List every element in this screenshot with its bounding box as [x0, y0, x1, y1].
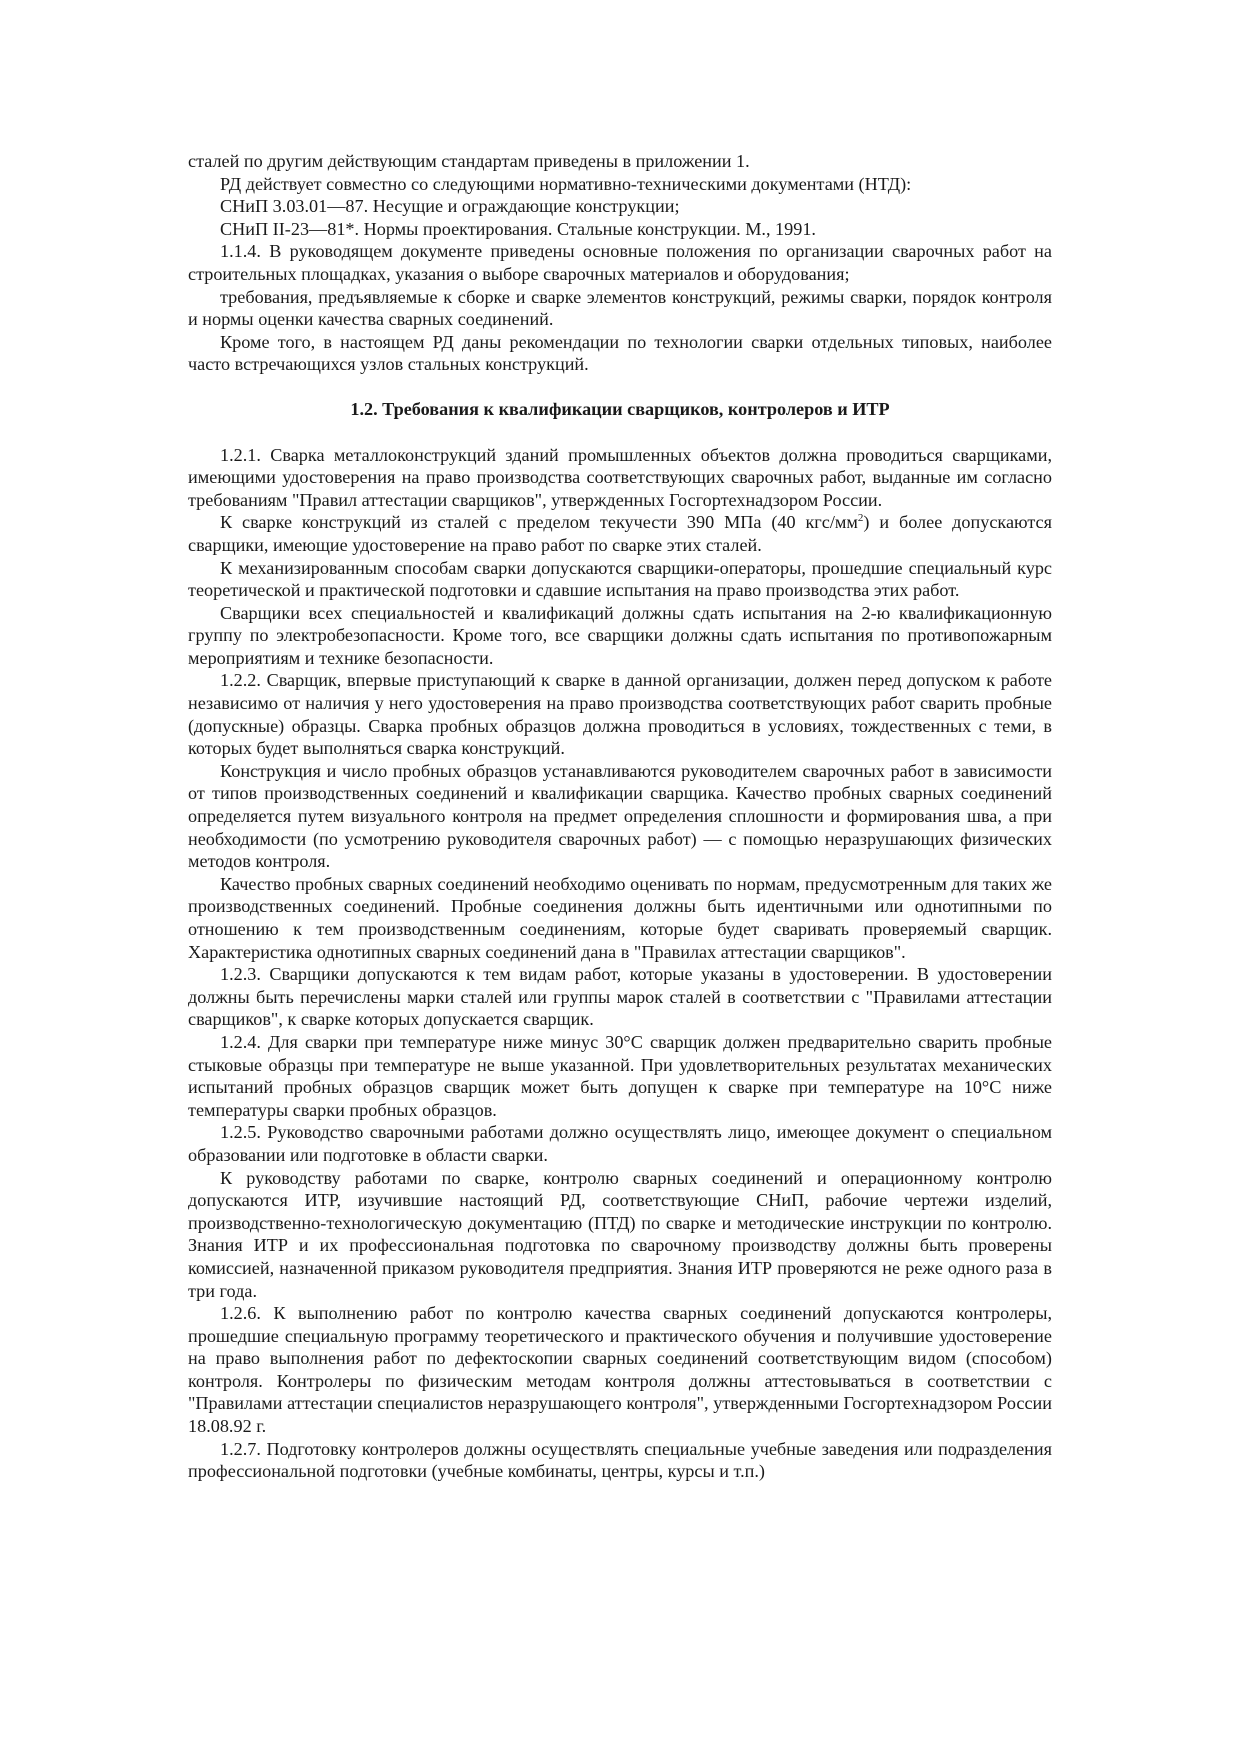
document-body [188, 150, 1052, 1483]
paragraph: Конструкция и число пробных образцов устанавливаются руководителем сварочных работ в зависимости от типов производственных соединений и квалификации сварщика. Качество пробных сварных соединений определяется путем визуального контроля на предмет определения сплошности и формирования шва, а при необходимости (по усмотрению руководителя сварочных работ) — с помощью неразрушающих физических методов контроля. [188, 760, 1052, 872]
paragraph: сталей по другим действующим стандартам приведены в приложении 1. [188, 151, 750, 171]
paragraph: 1.2.5. Руководство сварочными работами должно осуществлять лицо, имеющее документ о специальном образовании или подготовке в области сварки. [188, 1122, 1052, 1165]
paragraph: 1.2.2. Сварщик, впервые приступающий к сварке в данной организации, должен перед допуском к работе независимо от наличия у него удостоверения на право производства соответствующих работ сварить пробные (допускные) образцы. Сварка пробных образцов должна проводиться в условиях, тождественных с теми, в которых будет выполняться сварка конструкций. [188, 670, 1052, 759]
paragraph: Кроме того, в настоящем РД даны рекомендации по технологии сварки отдельных типовых, наиболее часто встречающихся узлов стальных конструкций. [188, 331, 1052, 375]
paragraph: 1.2.3. Сварщики допускаются к тем видам работ, которые указаны в удостоверении. В удостоверении должны быть перечислены марки сталей или группы марок сталей в соответствии с "Правилами аттестации сварщиков", к сварке которых допускается сварщик. [188, 964, 1052, 1030]
paragraph: РД действует совместно со следующими нормативно-техническими документами (НТД): [220, 173, 912, 194]
paragraph: СНиП II-23—81*. Нормы проектирования. Стальные конструкции. М., 1991. [220, 218, 816, 239]
paragraph: К руководству работами по сварке, контролю сварных соединений и операционному контролю допускаются ИТР, изучившие настоящий РД, соответствующие СНиП, рабочие чертежи изделий, производственно-технологическую документацию (ПТД) по сварке и методические инструкции по контролю. Знания ИТР и их профессиональная подготовка по сварочному производству должны быть проверены комиссией, назначенной приказом руководителя предприятия. Знания ИТР проверяются не реже одного раза в три года. [188, 1167, 1052, 1301]
paragraph-text: К сварке конструкций из сталей с пределом текучести 390 МПа (40 кгс/мм [220, 512, 858, 533]
paragraph-text: ) и более допускаются сварщики, имеющие удостоверение на право работ по сварке этих сталей. [188, 512, 1052, 555]
paragraph: 1.2.6. К выполнению работ по контролю качества сварных соединений допускаются контролеры, прошедшие специальную программу теоретического и практического обучения и получившие удостоверение на право выполнения работ по дефектоскопии сварных соединений соответствующим видом (способом) контроля. Контролеры по физическим методам контроля должны аттестовываться в соответствии с "Правилами аттестации специалистов неразрушающего контроля", утвержденными Госгортехнадзором России 18.08.92 г. [188, 1303, 1052, 1437]
paragraph: СНиП 3.03.01—87. Несущие и ограждающие конструкции; [220, 196, 680, 217]
paragraph: требования, предъявляемые к сборке и сварке элементов конструкций, режимы сварки, порядок контроля и нормы оценки качества сварных соединений. [188, 286, 1052, 330]
paragraph: Сварщики всех специальностей и квалификаций должны сдать испытания на 2-ю квалификационную группу по электробезопасности. Кроме того, все сварщики должны сдать испытания по противопожарным мероприятиям и технике безопасности. [188, 602, 1052, 668]
section-heading: 1.2. Требования к квалификации сварщиков, контролеров и ИТР [350, 398, 890, 419]
paragraph: 1.1.4. В руководящем документе приведены основные положения по организации сварочных работ на строительных площадках, указания о выборе сварочных материалов и оборудования; [188, 241, 1052, 284]
paragraph: 1.2.4. Для сварки при температуре ниже минус 30°С сварщик должен предварительно сварить пробные стыковые образцы при температуре не выше указанной. При удовлетворительных результатах механических испытаний пробных образцов сварщик может быть допущен к сварке при температуре на 10°С ниже температуры сварки пробных образцов. [188, 1031, 1052, 1120]
paragraph-yield-strength [188, 511, 1052, 556]
paragraph: 1.2.1. Сварка металлоконструкций зданий промышленных объектов должна проводиться сварщиками, имеющими удостоверения на право производства соответствующих сварочных работ, выданные им согласно требованиям "Правил аттестации сварщиков", утвержденных Госгортехнадзором России. [188, 444, 1052, 510]
superscript: 2 [857, 512, 864, 525]
paragraph: 1.2.7. Подготовку контролеров должны осуществлять специальные учебные заведения или подразделения профессиональной подготовки (учебные комбинаты, центры, курсы и т.п.) [188, 1438, 1052, 1482]
paragraph: Качество пробных сварных соединений необходимо оценивать по нормам, предусмотренным для таких же производственных соединений. Пробные соединения должны быть идентичными или однотипными по отношению к тем производственным соединениям, которые будет сваривать проверяемый сварщик. Характеристика однотипных сварных соединений дана в "Правилах аттестации сварщиков". [188, 873, 1052, 962]
paragraph: К механизированным способам сварки допускаются сварщики-операторы, прошедшие специальный курс теоретической и практической подготовки и сдавшие испытания на право производства этих работ. [188, 557, 1052, 601]
